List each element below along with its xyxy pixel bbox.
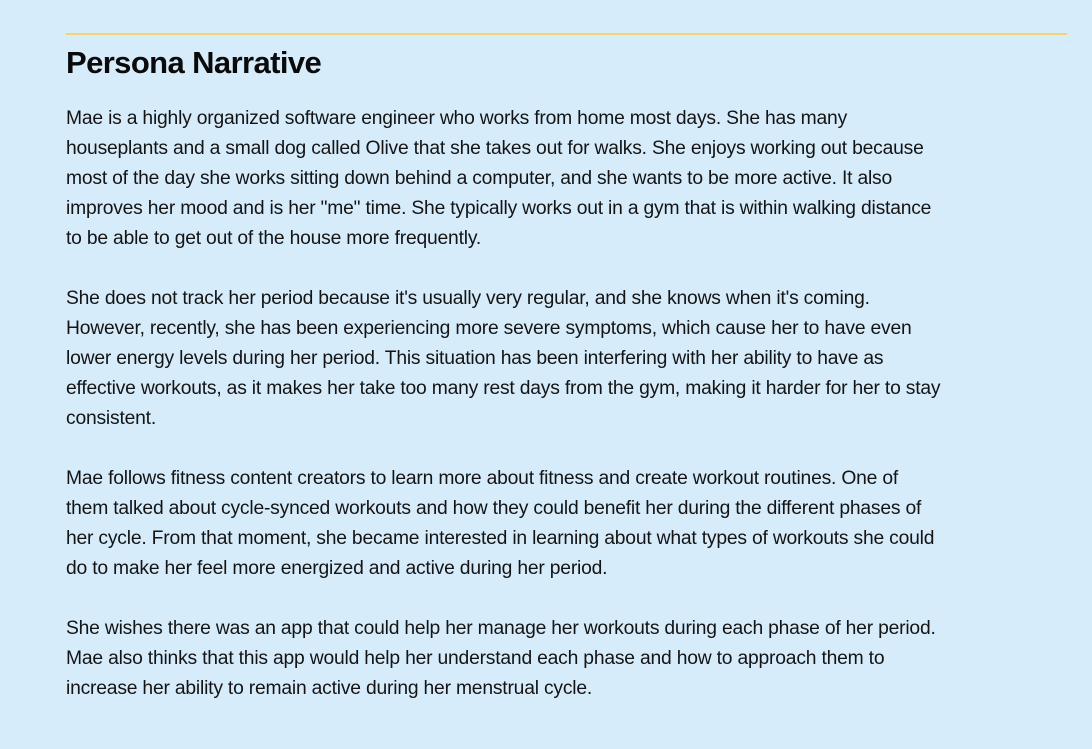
text-line: However, recently, she has been experiencing more severe symptoms, which cause her to have even bbox=[66, 318, 912, 339]
text-line: effective workouts, as it makes her take too many rest days from the gym, making it harder for her to stay bbox=[66, 378, 941, 399]
text-line: most of the day she works sitting down behind a computer, and she wants to be more active. It also bbox=[66, 168, 893, 189]
narrative-paragraph-3 bbox=[66, 464, 1066, 584]
text-line: consistent. bbox=[66, 408, 156, 429]
text-line: She does not track her period because it's usually very regular, and she knows when it's coming. bbox=[66, 288, 870, 309]
text-line: houseplants and a small dog called Olive that she takes out for walks. She enjoys working out because bbox=[66, 138, 924, 159]
text-line: Mae follows fitness content creators to learn more about fitness and create workout routines. One of bbox=[66, 468, 899, 489]
text-line: her cycle. From that moment, she became interested in learning about what types of workouts she could bbox=[66, 528, 935, 549]
text-line: Mae also thinks that this app would help her understand each phase and how to approach them to bbox=[66, 648, 885, 669]
text-line: Mae is a highly organized software engineer who works from home most days. She has many bbox=[66, 108, 848, 129]
section-divider bbox=[66, 33, 1067, 35]
text-line: to be able to get out of the house more frequently. bbox=[66, 228, 481, 249]
text-line: lower energy levels during her period. This situation has been interfering with her ability to have as bbox=[66, 348, 884, 369]
section-title: Persona Narrative bbox=[66, 45, 322, 80]
text-line: them talked about cycle-synced workouts and how they could benefit her during the different phases of bbox=[66, 498, 922, 519]
narrative-body bbox=[66, 104, 1066, 734]
narrative-paragraph-2 bbox=[66, 284, 1066, 434]
text-line: increase her ability to remain active during her menstrual cycle. bbox=[66, 678, 593, 699]
text-line: She wishes there was an app that could help her manage her workouts during each phase of her period. bbox=[66, 618, 936, 639]
text-line: improves her mood and is her "me" time. She typically works out in a gym that is within walking distance bbox=[66, 198, 932, 219]
text-line: do to make her feel more energized and active during her period. bbox=[66, 558, 608, 579]
narrative-paragraph-4 bbox=[66, 614, 1066, 704]
narrative-paragraph-1 bbox=[66, 104, 1066, 254]
